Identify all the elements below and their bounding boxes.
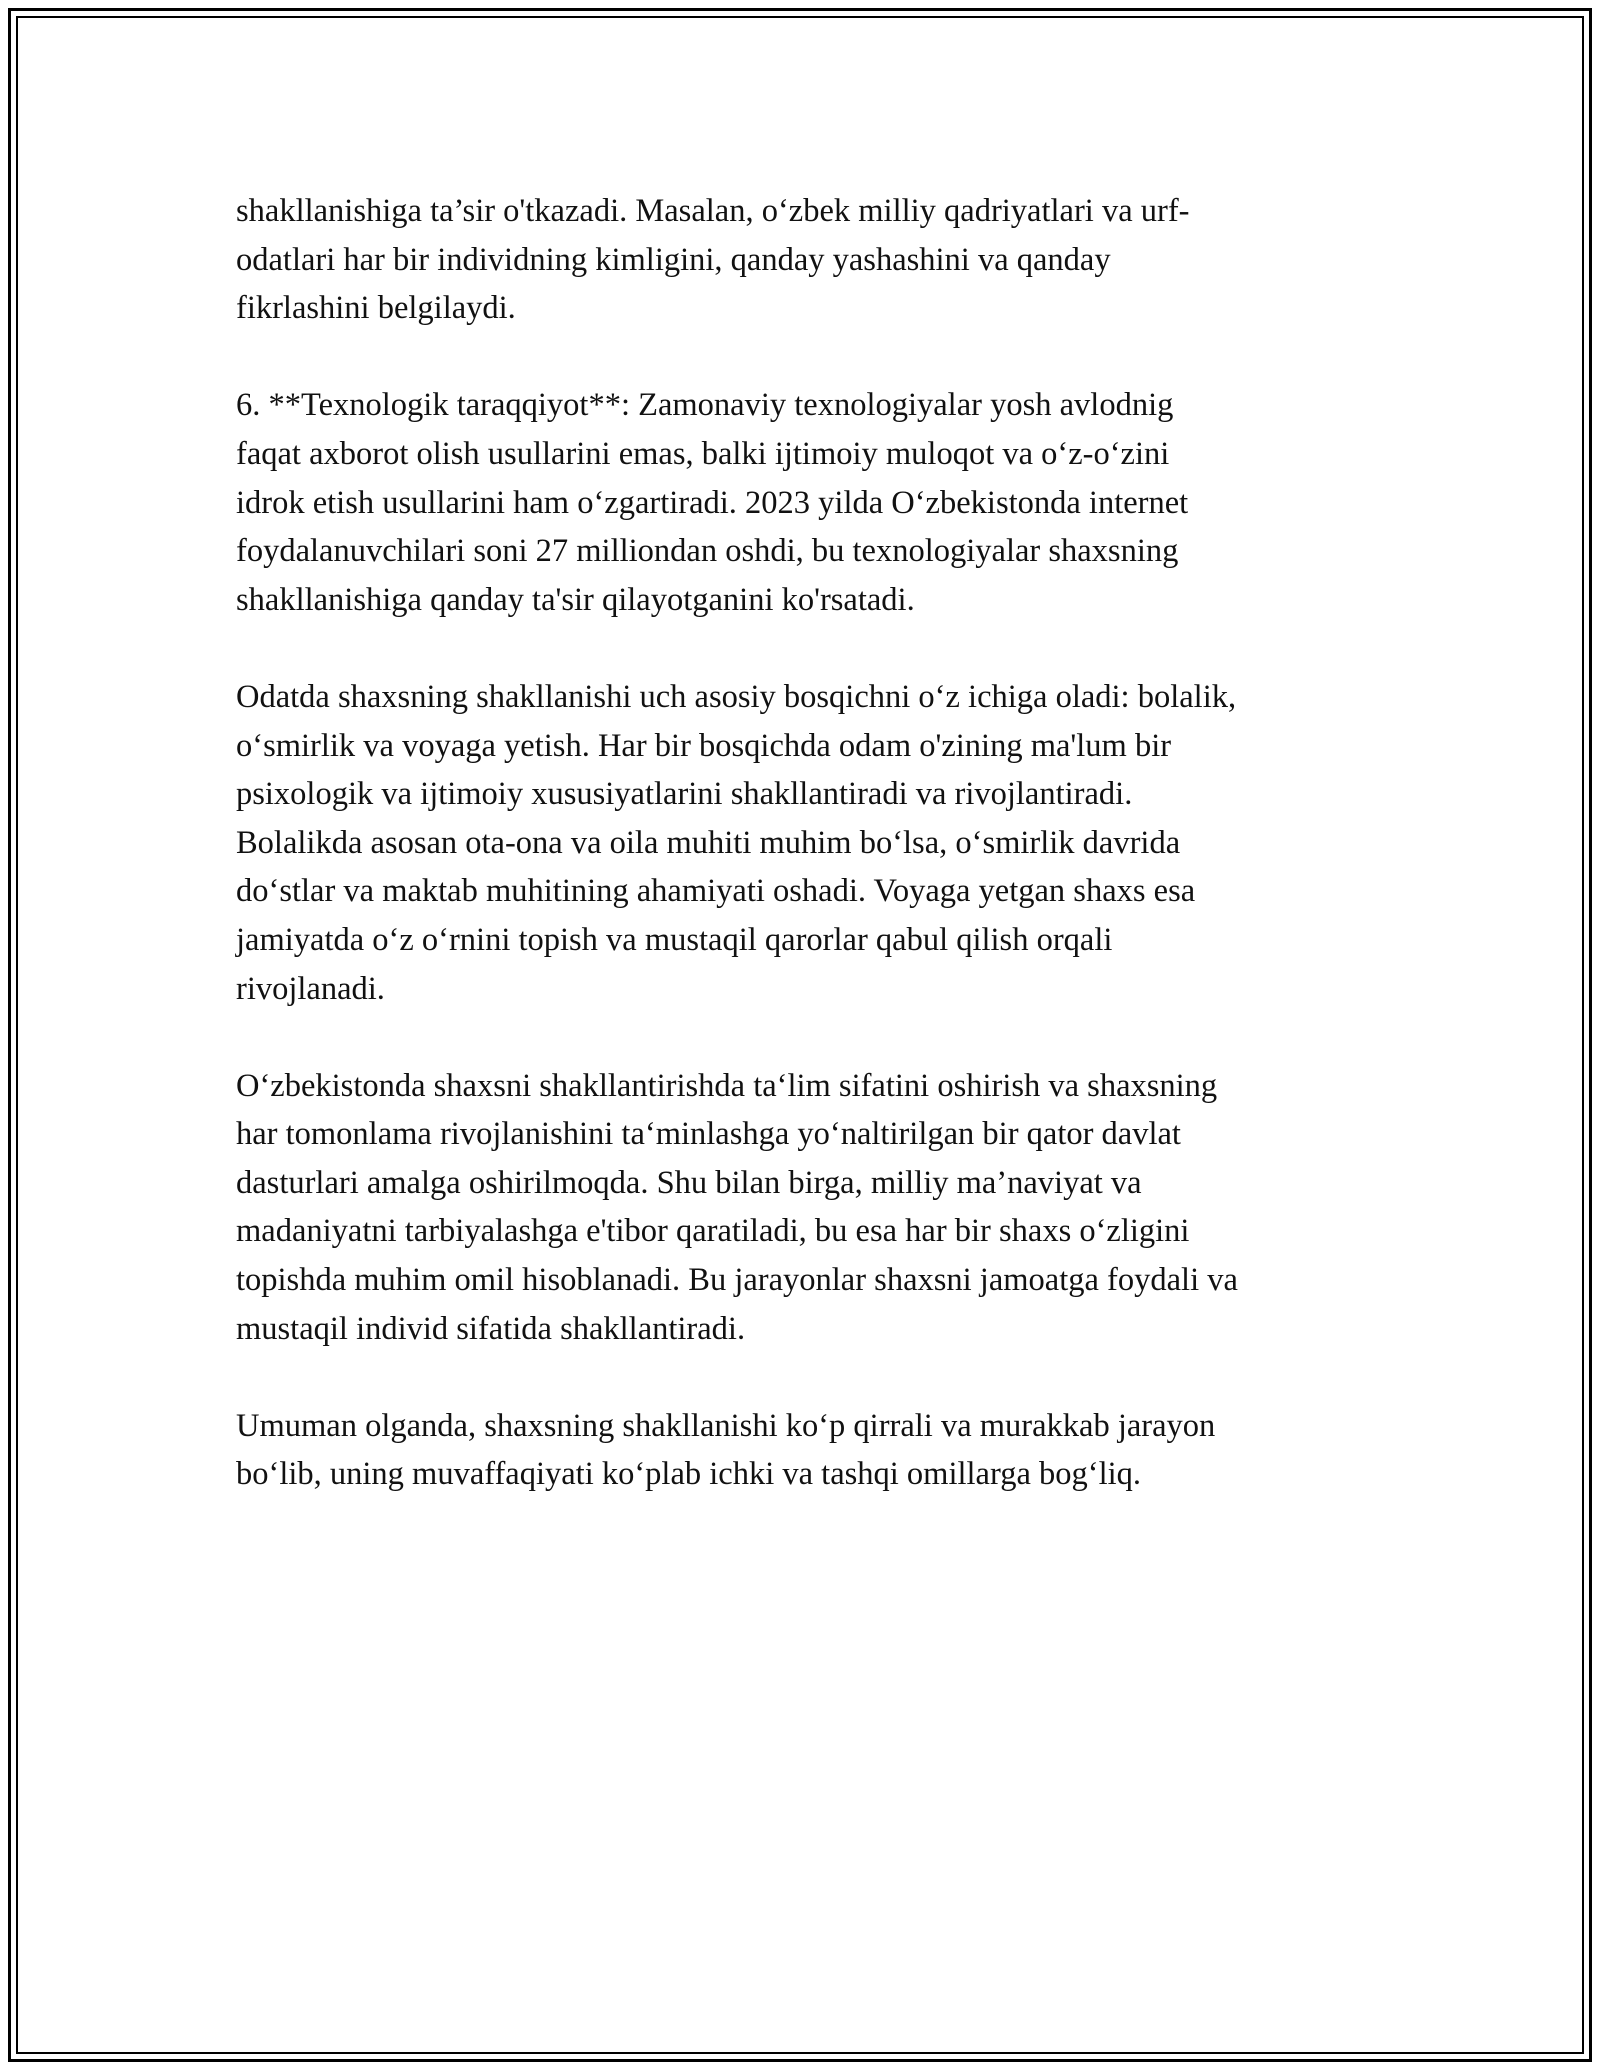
paragraph-line: mustaqil individ sifatida shakllantiradi. <box>236 1310 746 1347</box>
paragraph-4 <box>236 1062 1386 1354</box>
paragraph-line: topishda muhim omil hisoblanadi. Bu jarayonlar shaxsni jamoatga foydali va <box>236 1262 1238 1299</box>
paragraph-line: Oʻzbekistonda shaxsni shakllantirishda taʻlim sifatini oshirish va shaxsning <box>236 1067 1218 1104</box>
paragraph-line: dasturlari amalga oshirilmoqda. Shu bilan birga, milliy ma’naviyat va <box>236 1164 1142 1201</box>
paragraph-2 <box>236 381 1386 624</box>
paragraph-line: psixologik va ijtimoiy xususiyatlarini shakllantiradi va rivojlantiradi. <box>236 776 1133 813</box>
paragraph-line: shakllanishiga qanday ta'sir qilayotganini ko'rsatadi. <box>236 581 915 618</box>
paragraph-line: Odatda shaxsning shakllanishi uch asosiy bosqichni oʻz ichiga oladi: bolalik, <box>236 678 1237 715</box>
paragraph-line: har tomonlama rivojlanishini taʻminlashga yoʻnaltirilgan bir qator davlat <box>236 1116 1181 1153</box>
paragraph-line: doʻstlar va maktab muhitining ahamiyati oshadi. Voyaga yetgan shaxs esa <box>236 873 1196 910</box>
paragraph-line: foydalanuvchilari soni 27 milliondan oshdi, bu texnologiyalar shaxsning <box>236 533 1179 570</box>
paragraph-line: Umuman olganda, shaxsning shakllanishi koʻp qirrali va murakkab jarayon <box>236 1407 1216 1444</box>
paragraph-line: Bolalikda asosan ota-ona va oila muhiti muhim boʻlsa, oʻsmirlik davrida <box>236 824 1181 861</box>
paragraph-3 <box>236 673 1386 1013</box>
paragraph-line: faqat axborot olish usullarini emas, balki ijtimoiy muloqot va oʻz-oʻzini <box>236 435 1170 472</box>
paragraph-line: oʻsmirlik va voyaga yetish. Har bir bosqichda odam o'zining ma'lum bir <box>236 727 1172 764</box>
paragraph-line: shakllanishiga ta’sir o'tkazadi. Masalan, oʻzbek milliy qadriyatlari va urf- <box>236 193 1190 229</box>
paragraph-line: boʻlib, uning muvaffaqiyati koʻplab ichki va tashqi omillarga bogʻliq. <box>236 1456 1142 1493</box>
paragraph-line: idrok etish usullarini ham oʻzgartiradi. 2023 yilda Oʻzbekistonda internet <box>236 484 1189 521</box>
document-body <box>236 187 1386 1548</box>
paragraph-line: 6. **Texnologik taraqqiyot**: Zamonaviy texnologiyalar yosh avlodnig <box>236 387 1174 424</box>
paragraph-line: madaniyatni tarbiyalashga e'tibor qaratiladi, bu esa har bir shaxs oʻzligini <box>236 1213 1190 1250</box>
paragraph-line: fikrlashini belgilaydi. <box>236 290 516 327</box>
paragraph-line: rivojlanadi. <box>236 970 385 1007</box>
paragraph-5 <box>236 1402 1386 1499</box>
paragraph-line: odatlari har bir individning kimligini, qanday yashashini va qanday <box>236 241 1111 278</box>
paragraph-1 <box>236 187 1386 333</box>
paragraph-line: jamiyatda oʻz oʻrnini topish va mustaqil qarorlar qabul qilish orqali <box>236 921 1113 958</box>
